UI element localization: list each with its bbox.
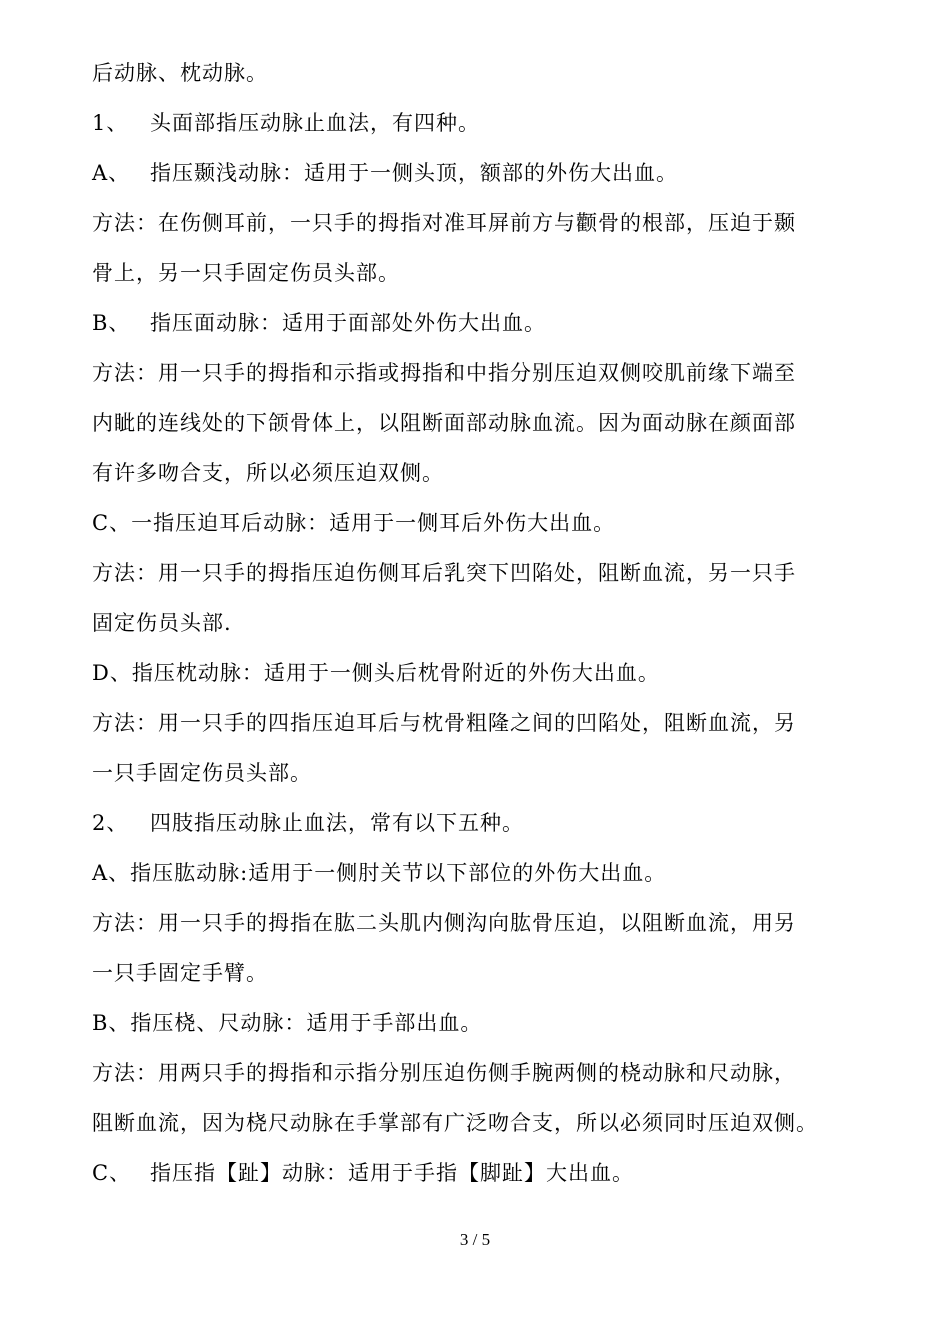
line-text: 指压面动脉：适用于面部处外伤大出血。 (150, 311, 546, 335)
line-text: A、指压肱动脉:适用于一侧肘关节以下部位的外伤大出血。 (92, 861, 667, 885)
text-line (92, 198, 867, 248)
text-line (92, 548, 867, 598)
line-text: 头面部指压动脉止血法，有四种。 (150, 111, 480, 135)
heading-number: B、 (92, 311, 131, 335)
subsection-heading (92, 148, 867, 198)
text-line (92, 848, 867, 898)
line-text: 方法：用两只手的拇指和示指分别压迫伤侧手腕两侧的桡动脉和尺动脉， (92, 1061, 796, 1085)
line-text: 固定伤员头部. (92, 611, 232, 635)
line-text: 阻断血流，因为桡尺动脉在手掌部有广泛吻合支，所以必须同时压迫双侧。 (92, 1111, 818, 1135)
line-text: 方法：用一只手的四指压迫耳后与枕骨粗隆之间的凹陷处，阻断血流，另 (92, 711, 796, 735)
heading-number: C、 (92, 1161, 132, 1185)
text-line (92, 948, 867, 998)
text-line (92, 898, 867, 948)
line-text: 方法：用一只手的拇指在肱二头肌内侧沟向肱骨压迫，以阻断血流，用另 (92, 911, 796, 935)
line-text: 方法：用一只手的拇指压迫伤侧耳后乳突下凹陷处，阻断血流，另一只手 (92, 561, 796, 585)
text-line (92, 448, 867, 498)
line-text: 有许多吻合支，所以必须压迫双侧。 (92, 461, 444, 485)
text-line (92, 348, 867, 398)
text-line (92, 598, 867, 648)
line-text: 骨上，另一只手固定伤员头部。 (92, 261, 400, 285)
page-number: 3 / 5 (459, 1230, 491, 1249)
text-line (92, 498, 867, 548)
text-line (92, 48, 867, 98)
line-text: D、指压枕动脉：适用于一侧头后枕骨附近的外伤大出血。 (92, 661, 660, 685)
text-line (92, 698, 867, 748)
line-text: 一只手固定手臂。 (92, 961, 268, 985)
section-heading (92, 798, 867, 848)
line-text: 后动脉、枕动脉。 (92, 61, 268, 85)
text-line (92, 1048, 867, 1098)
text-line (92, 398, 867, 448)
text-line (92, 748, 867, 798)
line-text: 四肢指压动脉止血法，常有以下五种。 (150, 811, 524, 835)
line-text: 一只手固定伤员头部。 (92, 761, 312, 785)
line-text: 方法：用一只手的拇指和示指或拇指和中指分别压迫双侧咬肌前缘下端至 (92, 361, 796, 385)
section-heading (92, 98, 867, 148)
line-text: 内眦的连线处的下颌骨体上，以阻断面部动脉血流。因为面动脉在颜面部 (92, 411, 796, 435)
subsection-heading (92, 298, 867, 348)
line-text: 指压指【趾】动脉：适用于手指【脚趾】大出血。 (150, 1161, 634, 1185)
line-text: C、一指压迫耳后动脉：适用于一侧耳后外伤大出血。 (92, 511, 616, 535)
text-line (92, 998, 867, 1048)
text-line (92, 248, 867, 298)
subsection-heading (92, 1148, 867, 1198)
line-text: 方法：在伤侧耳前，一只手的拇指对准耳屏前方与颧骨的根部，压迫于颞 (92, 211, 796, 235)
document-body (92, 48, 867, 1198)
line-text: 指压颞浅动脉：适用于一侧头顶，额部的外伤大出血。 (150, 161, 678, 185)
line-text: B、指压桡、尺动脉：适用于手部出血。 (92, 1011, 483, 1035)
heading-number: 1、 (92, 111, 129, 135)
text-line (92, 1098, 867, 1148)
text-line (92, 648, 867, 698)
heading-number: A、 (92, 161, 131, 185)
heading-number: 2、 (92, 811, 129, 835)
